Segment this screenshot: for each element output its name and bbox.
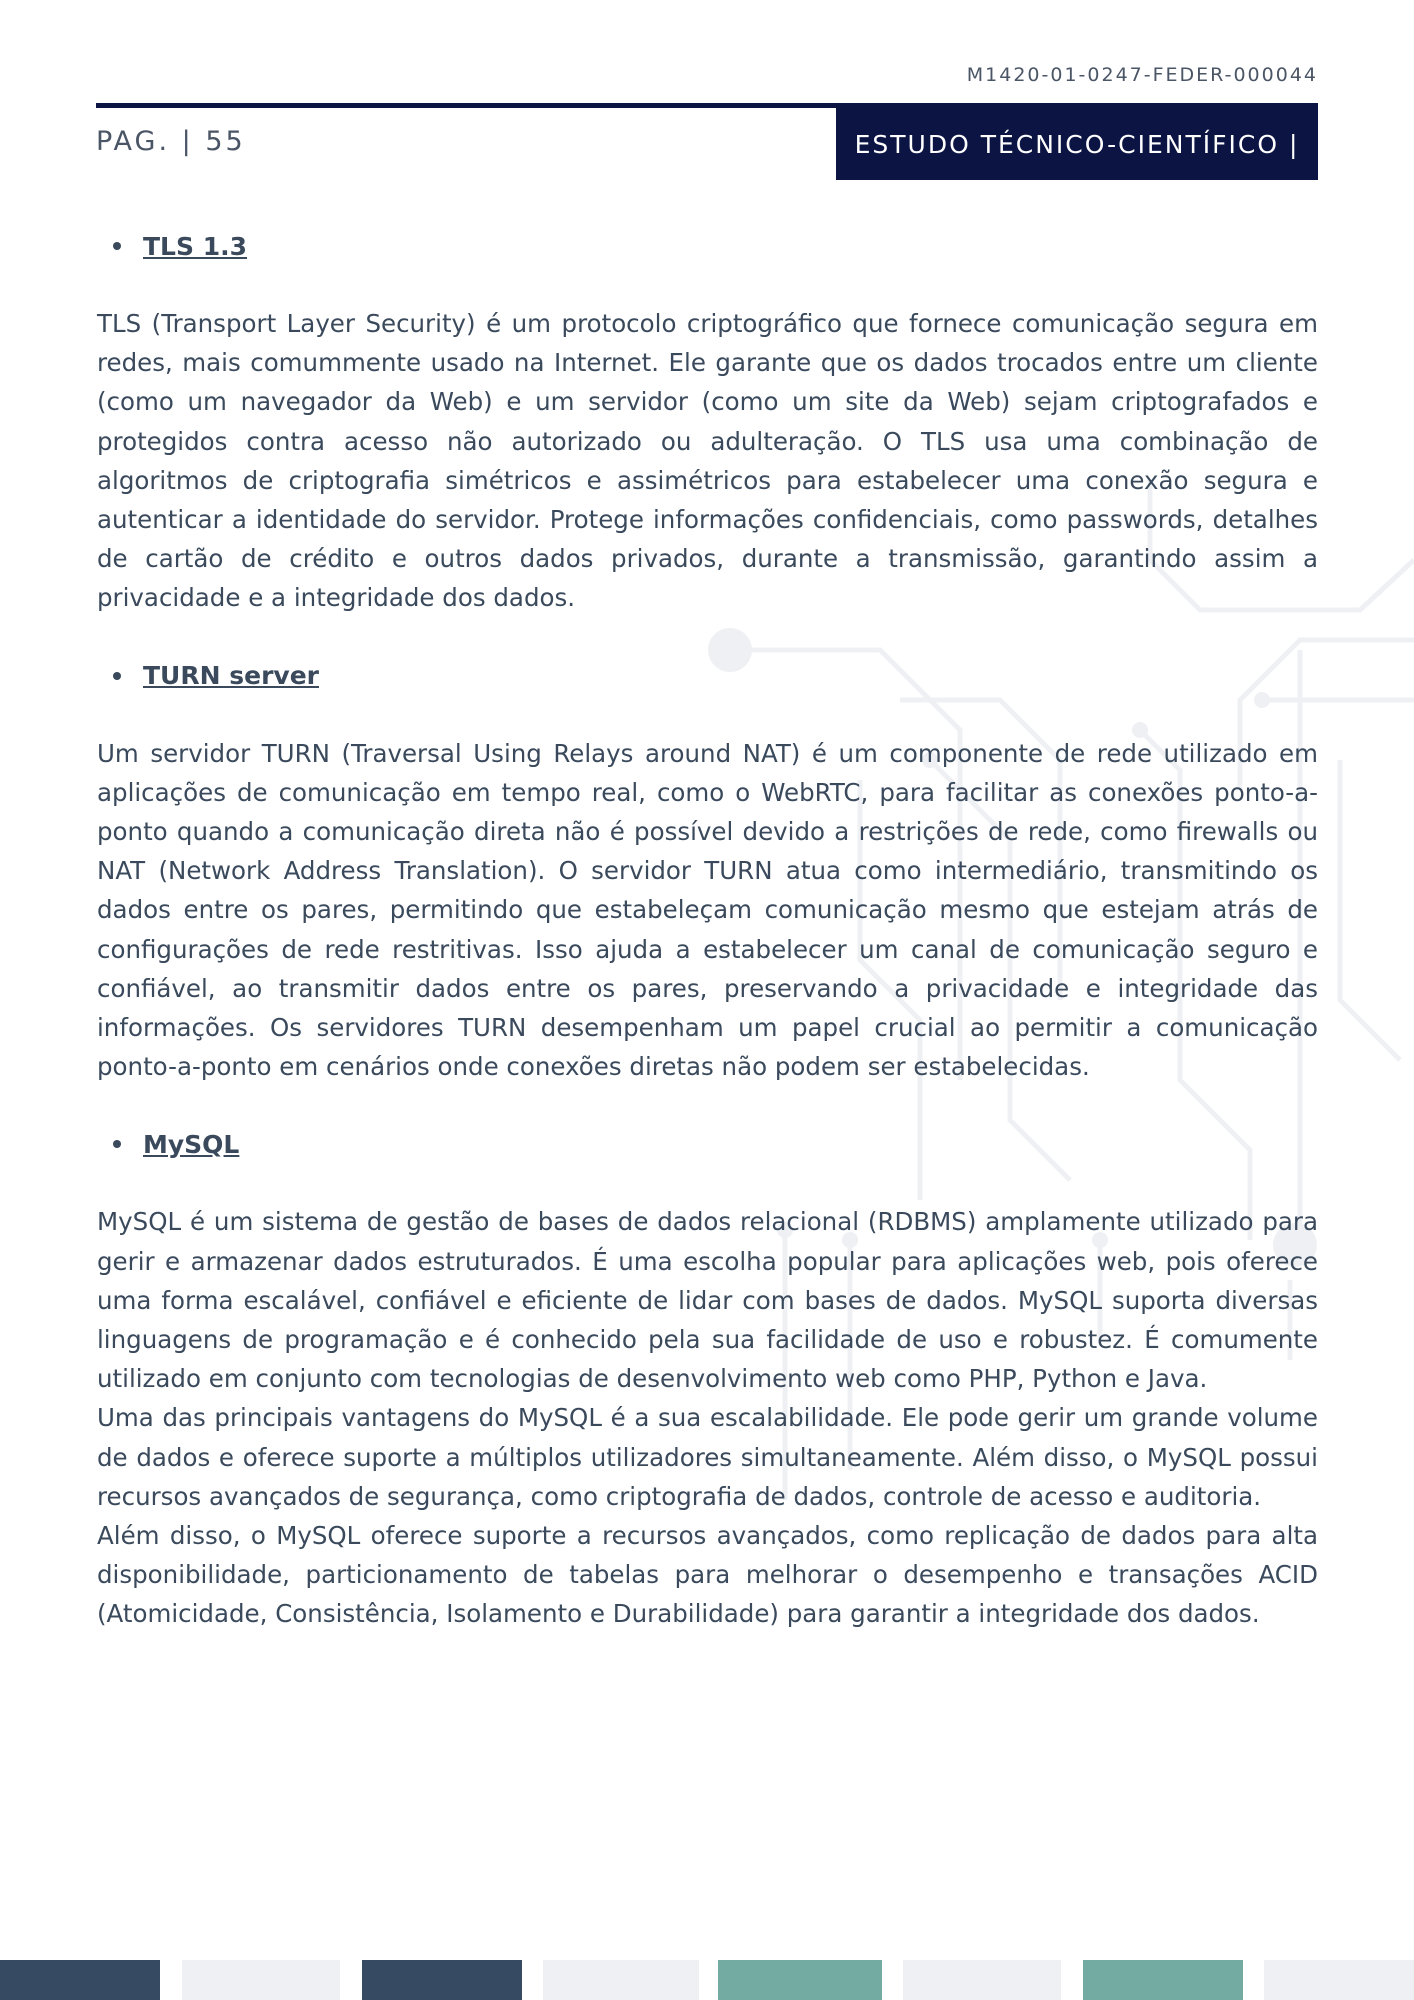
document-title: ESTUDO TÉCNICO-CIENTÍFICO |: [854, 129, 1300, 159]
section-title: TURN server: [143, 661, 319, 691]
section-heading: [97, 226, 1318, 266]
paragraph: Uma das principais vantagens do MySQL é a sua escalabilidade. Ele pode gerir um grande volume de dados e oferece suporte a múltiplos utilizadores simultaneamente. Além disso, o MySQL possui recursos avançados de segurança, como criptografia de dados, controle de acesso e auditoria.: [97, 1403, 1318, 1511]
footer-block: [543, 1960, 699, 2000]
page-number: PAG. | 55: [96, 126, 246, 157]
bullet-icon: [113, 1140, 121, 1148]
paragraph: Além disso, o MySQL oferece suporte a recursos avançados, como replicação de dados para alta disponibilidade, particionamento de tabelas para melhorar o desempenho e transações ACID (Atomicidade, Consistência, Isolamento e Durabilidade) para garantir a integridade dos dados.: [97, 1521, 1318, 1629]
paragraph: TLS (Transport Layer Security) é um protocolo criptográfico que fornece comunicação segura em redes, mais comummente usado na Internet. Ele garante que os dados trocados entre um cliente (como um navegador da Web) e um servidor (como um site da Web) sejam criptografados e protegidos contra acesso não autorizado ou adulteração. O TLS usa uma combinação de algoritmos de criptografia simétricos e assimétricos para estabelecer uma conexão segura e autenticar a identidade do servidor. Protege informações confidenciais, como passwords, detalhes de cartão de crédito e outros dados privados, durante a transmissão, garantindo assim a privacidade e a integridade dos dados.: [97, 309, 1318, 613]
section-mysql: [97, 1124, 1318, 1633]
section-tls: [97, 226, 1318, 618]
section-heading: [97, 1124, 1318, 1164]
document-title-box: [836, 108, 1318, 180]
footer-block: [718, 1960, 882, 2000]
section-heading: [97, 656, 1318, 696]
footer-color-band: [0, 1960, 1414, 2000]
footer-block: [0, 1960, 160, 2000]
bullet-icon: [113, 672, 121, 680]
paragraph: Um servidor TURN (Traversal Using Relays around NAT) é um componente de rede utilizado em aplicações de comunicação em tempo real, como o WebRTC, para facilitar as conexões ponto-a-ponto quando a comunicação direta não é possível devido a restrições de rede, como firewalls ou NAT (Network Address Translation). O servidor TURN atua como intermediário, transmitindo os dados entre os pares, permitindo que estabeleçam comunicação mesmo que estejam atrás de configurações de rede restritivas. Isso ajuda a estabelecer um canal de comunicação seguro e confiável, ao transmitir dados entre os pares, preservando a privacidade e integridade das informações. Os servidores TURN desempenham um papel crucial ao permitir a comunicação ponto-a-ponto em cenários onde conexões diretas não podem ser estabelecidas.: [97, 738, 1318, 1082]
section-title: MySQL: [143, 1129, 240, 1159]
footer-block: [182, 1960, 340, 2000]
bullet-icon: [113, 242, 121, 250]
page-content: [97, 226, 1318, 1634]
paragraph: MySQL é um sistema de gestão de bases de dados relacional (RDBMS) amplamente utilizado para gerir e armazenar dados estruturados. É uma escolha popular para aplicações web, pois oferece uma forma escalável, confiável e eficiente de lidar com bases de dados. MySQL suporta diversas linguagens de programação e é conhecido pela sua facilidade de uso e robustez. É comumente utilizado em conjunto com tecnologias de desenvolvimento web como PHP, Python e Java.: [97, 1207, 1318, 1394]
section-turn-server: [97, 656, 1318, 1087]
section-title: TLS 1.3: [143, 231, 247, 261]
footer-block: [362, 1960, 522, 2000]
document-id: M1420-01-0247-FEDER-000044: [966, 64, 1318, 86]
footer-block: [1264, 1960, 1414, 2000]
footer-block: [1083, 1960, 1243, 2000]
footer-block: [903, 1960, 1061, 2000]
